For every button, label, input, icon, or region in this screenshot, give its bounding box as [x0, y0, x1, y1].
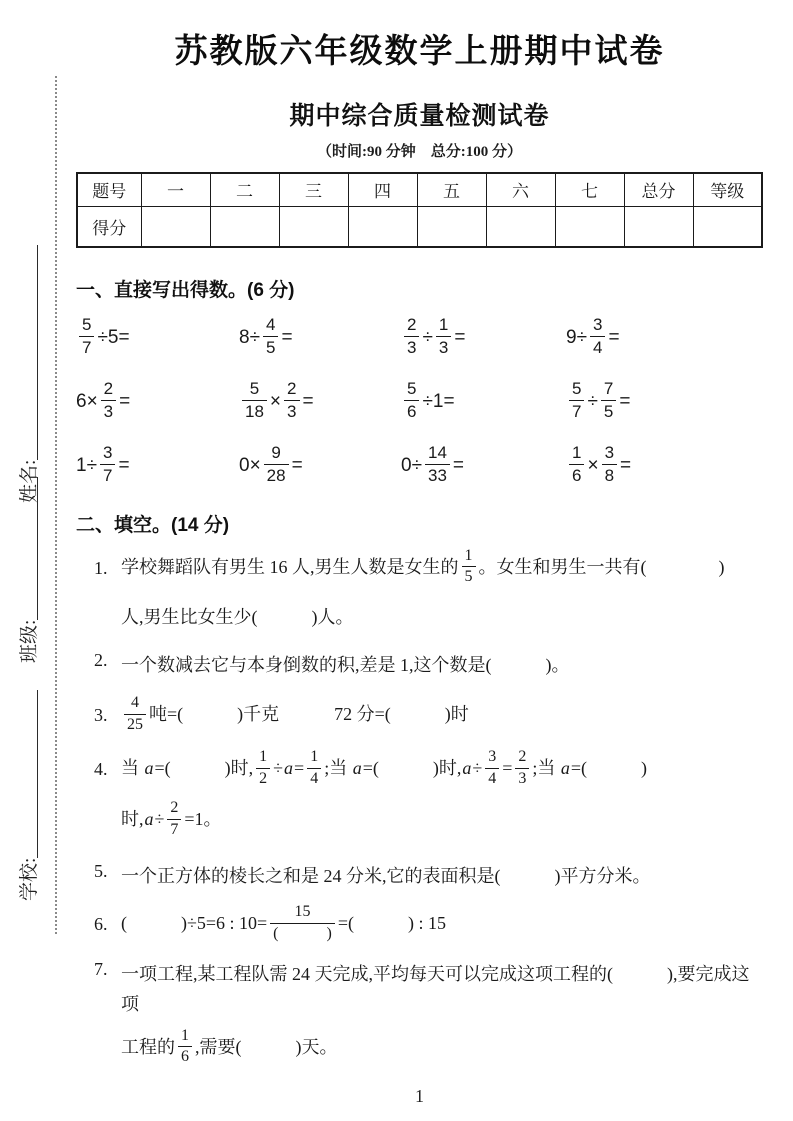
math-text: ÷1=: [422, 390, 455, 412]
fill-item: [76, 696, 763, 738]
fraction-numerator: 5: [404, 379, 419, 401]
math-problem: [566, 434, 763, 498]
fraction: [264, 443, 289, 485]
question-body: [121, 902, 763, 947]
math-text: ÷: [154, 809, 165, 830]
fraction-numerator: 2: [101, 379, 116, 401]
math-text: 工程的: [121, 1036, 175, 1057]
math-text: =: [281, 326, 293, 348]
math-problem: [401, 434, 566, 498]
score-cell: [555, 207, 624, 247]
math-variable: a: [352, 757, 362, 778]
fraction-denominator: 7: [103, 465, 113, 485]
score-table-header-cell: 等级: [693, 173, 762, 207]
math-problem: [401, 370, 566, 434]
math-problem: [76, 306, 239, 370]
fraction-numerator: 9: [264, 443, 289, 465]
fraction: [601, 379, 616, 421]
math-variable: a: [462, 757, 472, 778]
fraction: [101, 379, 116, 421]
fraction: [485, 748, 499, 788]
question-line: [121, 650, 763, 680]
math-text: ;当: [324, 757, 352, 778]
fraction-denominator: 3: [103, 401, 114, 421]
question-body: [121, 747, 763, 843]
fill-item: [76, 959, 763, 1071]
math-text: 8÷: [239, 326, 260, 348]
section2-heading: 二、填空。(14 分): [76, 514, 230, 536]
fraction-numerator: 3: [100, 443, 115, 465]
fraction-denominator: 25: [127, 715, 143, 733]
fraction-denominator: 8: [604, 465, 615, 485]
fraction: [436, 315, 451, 357]
fraction: [79, 315, 94, 357]
fraction: [100, 443, 115, 485]
fraction: [425, 443, 450, 485]
fraction-denominator: 7: [572, 401, 582, 421]
fraction-numerator: 15: [270, 903, 335, 924]
math-text: ×: [587, 454, 599, 476]
fill-in-blank-list: [76, 546, 763, 1071]
score-cell: [417, 207, 486, 247]
section1-heading: 一、直接写出得数。(6 分): [76, 279, 295, 301]
score-table-header-cell: 五: [417, 173, 486, 207]
question-body: [121, 696, 763, 738]
class-field: [16, 477, 43, 663]
math-problem: [239, 434, 401, 498]
math-text: =( )时,: [154, 757, 254, 778]
math-variable: a: [560, 757, 570, 778]
page-title: 苏教版六年级数学上册期中试卷: [174, 32, 665, 69]
main-content: [76, 0, 763, 1107]
fraction: [124, 694, 146, 734]
question-line: [121, 747, 763, 790]
math-text: 一项工程,某工程队需 24 天完成,平均每天可以完成这项工程的( ),要完成这项: [121, 963, 750, 1014]
school-blank-line: [37, 690, 38, 858]
fraction-numerator: 1: [462, 547, 476, 568]
score-table-header-cell: 一: [141, 173, 210, 207]
question-line: [121, 696, 763, 736]
question-body: [121, 546, 763, 635]
fraction-denominator: 4: [310, 769, 319, 787]
math-text: =: [620, 454, 632, 476]
fraction-numerator: 4: [124, 694, 146, 715]
math-problem: [239, 306, 401, 370]
page-number: 1: [415, 1086, 424, 1107]
score-cell: [693, 207, 762, 247]
fold-dotted-line: [55, 76, 57, 934]
fraction-numerator: 1: [256, 748, 270, 769]
math-problem: [566, 370, 763, 434]
math-text: =1。: [184, 809, 222, 830]
question-number: 6.: [94, 913, 108, 934]
score-table-header-cell: 二: [210, 173, 279, 207]
fraction: [167, 799, 181, 839]
fraction-denominator: 7: [170, 821, 179, 839]
math-text: ×: [269, 390, 282, 412]
question-number: 5.: [94, 860, 108, 881]
fraction: [404, 315, 419, 357]
fraction-numerator: 1: [569, 443, 584, 465]
fraction-denominator: 7: [82, 337, 92, 357]
score-cell: [486, 207, 555, 247]
score-table-header-cell: 三: [279, 173, 348, 207]
fraction-denominator: 5: [603, 401, 614, 421]
math-text: =: [619, 390, 631, 412]
math-text: =: [452, 454, 465, 476]
score-table-header-cell: 六: [486, 173, 555, 207]
question-number: 3.: [94, 705, 108, 726]
score-table-header-cell: 总分: [624, 173, 693, 207]
school-field: [16, 690, 43, 901]
math-text: ÷: [472, 757, 483, 778]
exam-title: 期中综合质量检测试卷: [289, 101, 550, 130]
fraction-numerator: 2: [404, 315, 419, 337]
math-text: =: [119, 390, 131, 412]
math-text: ÷: [587, 390, 598, 412]
score-table-corner-cell: 题号: [77, 173, 141, 207]
math-text: 吨=( )千克: [149, 704, 280, 725]
fraction: [263, 315, 278, 357]
class-label: 班级:: [19, 619, 40, 663]
math-variable: a: [284, 757, 294, 778]
fraction: [569, 443, 584, 485]
math-text: =: [502, 757, 513, 778]
math-text: 当: [121, 757, 144, 778]
math-text: 72 分=( )时: [334, 704, 469, 725]
fraction-numerator: 1: [307, 748, 321, 769]
question-number: 7.: [94, 958, 108, 979]
math-text: 一个数减去它与本身倒数的积,差是 1,这个数是( )。: [121, 655, 570, 676]
school-label: 学校:: [19, 857, 40, 901]
fill-item: [76, 546, 763, 635]
score-table-header-cell: 四: [348, 173, 417, 207]
math-problem: [401, 306, 566, 370]
name-field: [16, 245, 43, 503]
fraction: [515, 748, 529, 788]
math-text: =( ): [570, 757, 648, 778]
fraction-denominator: 6: [407, 401, 417, 421]
math-text: =: [294, 757, 305, 778]
fraction: [462, 547, 476, 587]
math-text: =: [302, 390, 314, 412]
score-cell: [624, 207, 693, 247]
math-text: 0×: [239, 454, 261, 476]
fraction: [404, 379, 419, 421]
question-line: [121, 602, 763, 632]
fraction: [256, 748, 270, 788]
score-table-header-cell: 七: [555, 173, 624, 207]
fraction-numerator: 4: [263, 315, 278, 337]
fraction-numerator: 14: [425, 443, 450, 465]
fraction-denominator: 3: [518, 769, 527, 787]
math-text: =: [608, 326, 620, 348]
fill-item: [76, 861, 763, 893]
math-text: ( )÷5=6 : 10=: [121, 912, 268, 933]
score-row-label: 得分: [77, 207, 141, 247]
question-body: [121, 959, 763, 1071]
score-cell: [348, 207, 417, 247]
exam-meta: （时间:90 分钟 总分:100 分）: [317, 143, 522, 160]
question-line: [121, 902, 763, 945]
question-line: [121, 801, 763, 841]
math-problem: [76, 370, 239, 434]
question-number: 4.: [94, 758, 108, 779]
math-text: ÷: [273, 757, 284, 778]
fraction: [602, 443, 617, 485]
math-text: =: [118, 454, 130, 476]
score-table: [76, 172, 763, 248]
math-text: =( )时,: [362, 757, 462, 778]
fraction-numerator: 1: [178, 1027, 192, 1048]
score-cell: [279, 207, 348, 247]
fraction-denominator: 28: [266, 465, 286, 485]
fill-item: [76, 902, 763, 947]
fraction-denominator: ( ): [273, 924, 332, 942]
fraction: [178, 1027, 192, 1067]
question-number: 1.: [94, 557, 108, 578]
math-text: 一个正方体的棱长之和是 24 分米,它的表面积是( )平方分米。: [121, 865, 651, 886]
math-text: =: [454, 326, 466, 348]
fraction-denominator: 3: [407, 337, 417, 357]
fraction-numerator: 5: [569, 379, 584, 401]
fraction-denominator: 4: [593, 337, 603, 357]
fraction: [284, 379, 299, 421]
math-text: 。女生和男生一共有( ): [478, 556, 725, 577]
question-line: [121, 959, 763, 1019]
score-table-score-row: [77, 207, 762, 247]
fraction-denominator: 5: [266, 337, 276, 357]
class-blank-line: [37, 477, 38, 620]
math-variable: a: [144, 809, 154, 830]
math-text: 人,男生比女生少( )人。: [121, 607, 354, 628]
fraction-numerator: 3: [590, 315, 605, 337]
fraction-numerator: 2: [167, 799, 181, 820]
math-problem: [239, 370, 401, 434]
math-text: 时,: [121, 809, 144, 830]
fraction: [270, 903, 335, 943]
name-blank-line: [37, 245, 38, 460]
math-text: =: [291, 454, 303, 476]
fraction-denominator: 3: [287, 401, 297, 421]
question-number: 2.: [94, 650, 108, 671]
math-text: 学校舞蹈队有男生 16 人,男生人数是女生的: [121, 556, 459, 577]
fraction-denominator: 33: [428, 465, 447, 485]
fraction-numerator: 2: [284, 379, 299, 401]
fraction-numerator: 3: [602, 443, 617, 465]
oral-calculation-grid: [76, 306, 763, 498]
question-line: [121, 1026, 763, 1069]
fraction: [569, 379, 584, 421]
question-line: [121, 861, 763, 891]
fraction-numerator: 7: [601, 379, 616, 401]
math-text: =( ) : 15: [337, 912, 446, 933]
math-problem: [76, 434, 239, 498]
question-line: [121, 546, 763, 589]
math-problem: [566, 306, 763, 370]
math-text: 1÷: [76, 454, 97, 476]
fraction-denominator: 3: [438, 337, 449, 357]
fraction: [307, 748, 321, 788]
math-text: 9÷: [566, 326, 587, 348]
math-text: 6×: [76, 390, 98, 412]
fill-item: [76, 747, 763, 843]
question-body: [121, 861, 763, 893]
fraction-denominator: 6: [572, 465, 582, 485]
score-table-header-row: [77, 173, 762, 207]
math-text: ÷: [422, 326, 433, 348]
math-variable: a: [144, 757, 154, 778]
math-text: ;当: [532, 757, 560, 778]
fraction-numerator: 5: [242, 379, 267, 401]
fill-item: [76, 650, 763, 682]
math-text: 0÷: [401, 454, 422, 476]
fraction-denominator: 5: [464, 568, 473, 586]
fraction-numerator: 2: [515, 748, 529, 769]
fraction: [590, 315, 605, 357]
fraction-denominator: 4: [488, 769, 497, 787]
name-label: 姓名:: [19, 459, 40, 503]
fraction-numerator: 1: [436, 315, 451, 337]
fraction-denominator: 6: [181, 1048, 189, 1066]
fraction: [242, 379, 267, 421]
fraction-numerator: 3: [485, 748, 499, 769]
math-text: ÷5=: [97, 326, 130, 348]
score-cell: [141, 207, 210, 247]
fraction-denominator: 18: [245, 401, 264, 421]
fraction-numerator: 5: [79, 315, 94, 337]
question-body: [121, 650, 763, 682]
score-cell: [210, 207, 279, 247]
math-text: ,需要( )天。: [195, 1036, 338, 1057]
fraction-denominator: 2: [259, 769, 268, 787]
